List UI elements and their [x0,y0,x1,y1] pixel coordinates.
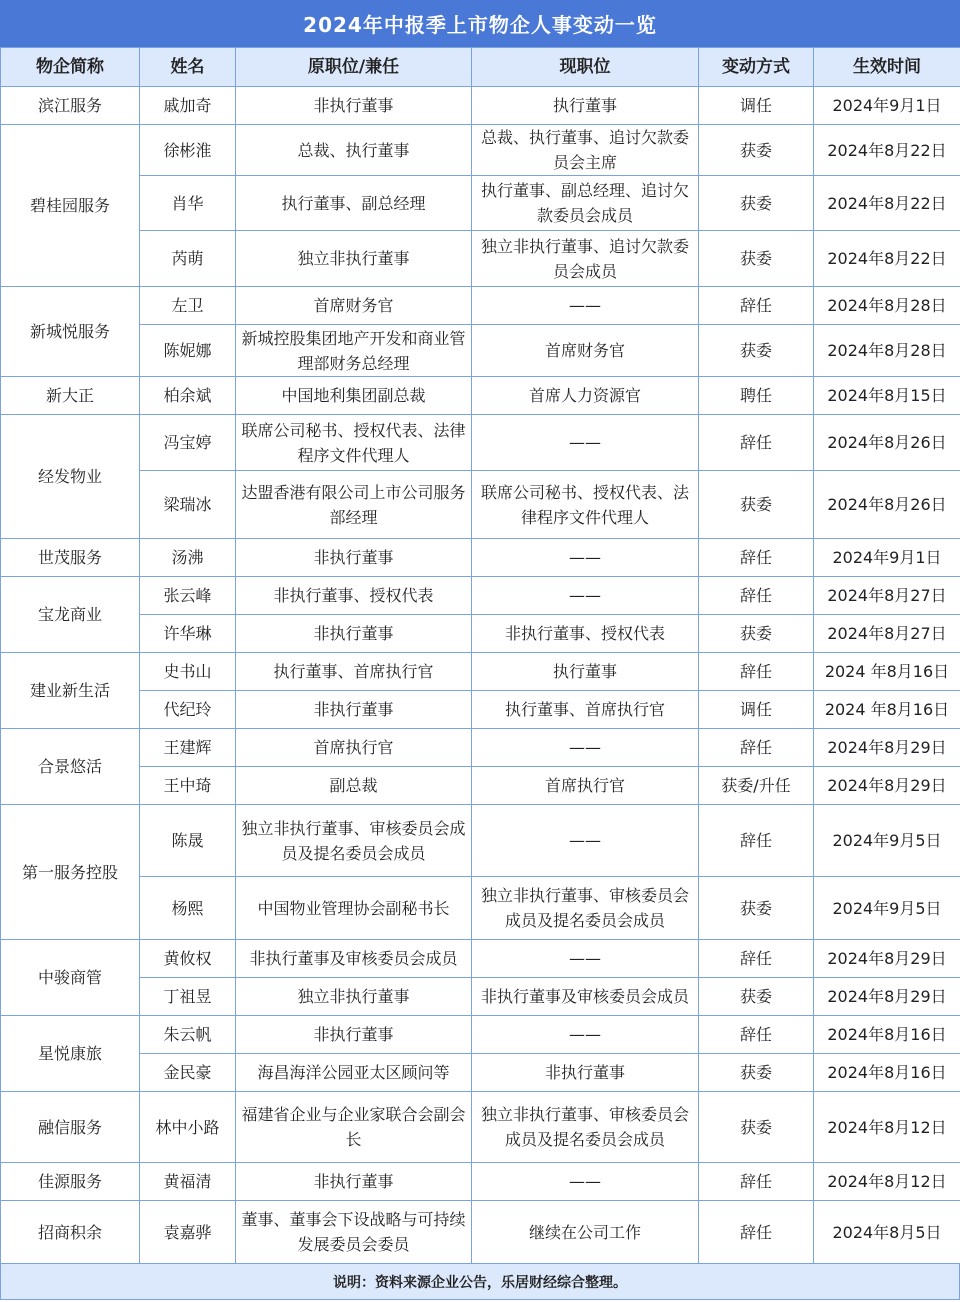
previous-position-cell: 独立非执行董事 [236,978,472,1016]
change-method-cell: 获委 [699,125,814,176]
current-position-cell: 独立非执行董事、审核委员会成员及提名委员会成员 [472,1092,699,1163]
previous-position-cell: 独立非执行董事 [236,231,472,287]
previous-position-cell: 非执行董事及审核委员会成员 [236,940,472,978]
change-method-cell: 获委 [699,877,814,940]
effective-date-cell: 2024年9月1日 [814,87,960,125]
change-method-cell: 获委 [699,176,814,231]
header-effective-date: 生效时间 [814,48,960,87]
company-cell: 中骏商管 [1,940,140,1016]
effective-date-cell: 2024年8月5日 [814,1201,960,1264]
change-method-cell: 获委 [699,325,814,377]
company-cell: 世茂服务 [1,539,140,577]
change-method-cell: 获委 [699,978,814,1016]
change-method-cell: 辞任 [699,653,814,691]
current-position-cell: 非执行董事、授权代表 [472,615,699,653]
current-position-cell: 继续在公司工作 [472,1201,699,1264]
company-cell: 建业新生活 [1,653,140,729]
current-position-cell: 非执行董事及审核委员会成员 [472,978,699,1016]
personnel-table [0,47,960,1264]
previous-position-cell: 非执行董事 [236,615,472,653]
table-row [1,1092,960,1163]
table-row [1,691,960,729]
table-row [1,87,960,125]
change-method-cell: 辞任 [699,805,814,877]
previous-position-cell: 海昌海洋公园亚太区顾问等 [236,1054,472,1092]
table-row [1,176,960,231]
effective-date-cell: 2024年8月27日 [814,615,960,653]
previous-position-cell: 总裁、执行董事 [236,125,472,176]
previous-position-cell: 副总裁 [236,767,472,805]
name-cell: 徐彬淮 [140,125,236,176]
table-row [1,539,960,577]
table-row [1,940,960,978]
company-cell: 招商积余 [1,1201,140,1264]
table-row [1,615,960,653]
name-cell: 左卫 [140,287,236,325]
change-method-cell: 辞任 [699,415,814,471]
change-method-cell: 辞任 [699,1163,814,1201]
name-cell: 代纪玲 [140,691,236,729]
table-row [1,653,960,691]
change-method-cell: 获委 [699,1054,814,1092]
header-previous-position: 原职位/兼任 [236,48,472,87]
previous-position-cell: 执行董事、副总经理 [236,176,472,231]
name-cell: 王建辉 [140,729,236,767]
previous-position-cell: 首席执行官 [236,729,472,767]
name-cell: 史书山 [140,653,236,691]
table-row [1,415,960,471]
effective-date-cell: 2024年8月22日 [814,231,960,287]
table-row [1,377,960,415]
table-row [1,729,960,767]
change-method-cell: 辞任 [699,287,814,325]
effective-date-cell: 2024年8月16日 [814,1054,960,1092]
effective-date-cell: 2024年8月26日 [814,415,960,471]
change-method-cell: 聘任 [699,377,814,415]
name-cell: 王中琦 [140,767,236,805]
current-position-cell: 首席财务官 [472,325,699,377]
change-method-cell: 辞任 [699,539,814,577]
table-row [1,805,960,877]
effective-date-cell: 2024年8月28日 [814,325,960,377]
name-cell: 朱云帆 [140,1016,236,1054]
company-cell: 合景悠活 [1,729,140,805]
table-row [1,877,960,940]
company-cell: 第一服务控股 [1,805,140,940]
previous-position-cell: 首席财务官 [236,287,472,325]
name-cell: 袁嘉骅 [140,1201,236,1264]
previous-position-cell: 董事、董事会下设战略与可持续发展委员会委员 [236,1201,472,1264]
effective-date-cell: 2024 年8月16日 [814,653,960,691]
table-row [1,577,960,615]
table-body [1,87,960,1264]
effective-date-cell: 2024年8月16日 [814,1016,960,1054]
table-row [1,1201,960,1264]
header-name: 姓名 [140,48,236,87]
name-cell: 冯宝婷 [140,415,236,471]
header-change-method: 变动方式 [699,48,814,87]
company-cell: 星悦康旅 [1,1016,140,1092]
name-cell: 汤沸 [140,539,236,577]
current-position-cell: 独立非执行董事、追讨欠款委员会成员 [472,231,699,287]
table-row [1,1054,960,1092]
change-method-cell: 辞任 [699,940,814,978]
previous-position-cell: 中国地利集团副总裁 [236,377,472,415]
company-cell: 宝龙商业 [1,577,140,653]
change-method-cell: 辞任 [699,1016,814,1054]
name-cell: 梁瑞冰 [140,471,236,539]
change-method-cell: 获委 [699,471,814,539]
name-cell: 许华琳 [140,615,236,653]
current-position-cell: —— [472,577,699,615]
current-position-cell: —— [472,415,699,471]
previous-position-cell: 非执行董事 [236,1163,472,1201]
current-position-cell: —— [472,940,699,978]
table-row [1,471,960,539]
company-cell: 新大正 [1,377,140,415]
source-note: 说明：资料来源企业公告，乐居财经综合整理。 [0,1264,960,1300]
company-cell: 滨江服务 [1,87,140,125]
previous-position-cell: 非执行董事 [236,1016,472,1054]
table-row [1,231,960,287]
table-row [1,767,960,805]
company-cell: 碧桂园服务 [1,125,140,287]
effective-date-cell: 2024 年8月16日 [814,691,960,729]
current-position-cell: 首席人力资源官 [472,377,699,415]
change-method-cell: 辞任 [699,577,814,615]
change-method-cell: 获委 [699,1092,814,1163]
current-position-cell: 执行董事 [472,653,699,691]
change-method-cell: 调任 [699,691,814,729]
effective-date-cell: 2024年8月12日 [814,1092,960,1163]
table-row [1,1016,960,1054]
name-cell: 戚加奇 [140,87,236,125]
company-cell: 佳源服务 [1,1163,140,1201]
name-cell: 芮萌 [140,231,236,287]
current-position-cell: —— [472,1163,699,1201]
effective-date-cell: 2024年8月26日 [814,471,960,539]
change-method-cell: 获委 [699,231,814,287]
header-current-position: 现职位 [472,48,699,87]
header-company: 物企简称 [1,48,140,87]
company-cell: 新城悦服务 [1,287,140,377]
header-row [1,48,960,87]
table-title: 2024年中报季上市物企人事变动一览 [0,0,960,47]
previous-position-cell: 新城控股集团地产开发和商业管理部财务总经理 [236,325,472,377]
previous-position-cell: 执行董事、首席执行官 [236,653,472,691]
current-position-cell: 执行董事、副总经理、追讨欠款委员会成员 [472,176,699,231]
effective-date-cell: 2024年9月5日 [814,805,960,877]
previous-position-cell: 中国物业管理协会副秘书长 [236,877,472,940]
effective-date-cell: 2024年8月12日 [814,1163,960,1201]
previous-position-cell: 非执行董事 [236,539,472,577]
effective-date-cell: 2024年8月27日 [814,577,960,615]
table-row [1,978,960,1016]
table-row [1,325,960,377]
current-position-cell: 总裁、执行董事、追讨欠款委员会主席 [472,125,699,176]
change-method-cell: 获委 [699,615,814,653]
name-cell: 陈妮娜 [140,325,236,377]
change-method-cell: 调任 [699,87,814,125]
effective-date-cell: 2024年8月29日 [814,940,960,978]
table-row [1,1163,960,1201]
previous-position-cell: 非执行董事 [236,691,472,729]
name-cell: 黄攸权 [140,940,236,978]
name-cell: 金民豪 [140,1054,236,1092]
name-cell: 柏余斌 [140,377,236,415]
current-position-cell: —— [472,805,699,877]
effective-date-cell: 2024年9月5日 [814,877,960,940]
previous-position-cell: 非执行董事 [236,87,472,125]
current-position-cell: 执行董事 [472,87,699,125]
effective-date-cell: 2024年8月22日 [814,125,960,176]
effective-date-cell: 2024年8月29日 [814,729,960,767]
current-position-cell: 独立非执行董事、审核委员会成员及提名委员会成员 [472,877,699,940]
name-cell: 张云峰 [140,577,236,615]
company-cell: 经发物业 [1,415,140,539]
current-position-cell: 联席公司秘书、授权代表、法律程序文件代理人 [472,471,699,539]
current-position-cell: —— [472,729,699,767]
name-cell: 林中小路 [140,1092,236,1163]
current-position-cell: 首席执行官 [472,767,699,805]
previous-position-cell: 非执行董事、授权代表 [236,577,472,615]
current-position-cell: —— [472,287,699,325]
name-cell: 黄福清 [140,1163,236,1201]
previous-position-cell: 联席公司秘书、授权代表、法律程序文件代理人 [236,415,472,471]
effective-date-cell: 2024年8月22日 [814,176,960,231]
previous-position-cell: 达盟香港有限公司上市公司服务部经理 [236,471,472,539]
effective-date-cell: 2024年9月1日 [814,539,960,577]
name-cell: 丁祖昱 [140,978,236,1016]
previous-position-cell: 福建省企业与企业家联合会副会长 [236,1092,472,1163]
current-position-cell: 执行董事、首席执行官 [472,691,699,729]
company-cell: 融信服务 [1,1092,140,1163]
effective-date-cell: 2024年8月28日 [814,287,960,325]
effective-date-cell: 2024年8月29日 [814,767,960,805]
name-cell: 陈晟 [140,805,236,877]
previous-position-cell: 独立非执行董事、审核委员会成员及提名委员会成员 [236,805,472,877]
effective-date-cell: 2024年8月15日 [814,377,960,415]
table-row [1,125,960,176]
effective-date-cell: 2024年8月29日 [814,978,960,1016]
change-method-cell: 辞任 [699,1201,814,1264]
name-cell: 肖华 [140,176,236,231]
current-position-cell: —— [472,539,699,577]
name-cell: 杨熙 [140,877,236,940]
change-method-cell: 辞任 [699,729,814,767]
change-method-cell: 获委/升任 [699,767,814,805]
current-position-cell: 非执行董事 [472,1054,699,1092]
current-position-cell: —— [472,1016,699,1054]
table-row [1,287,960,325]
